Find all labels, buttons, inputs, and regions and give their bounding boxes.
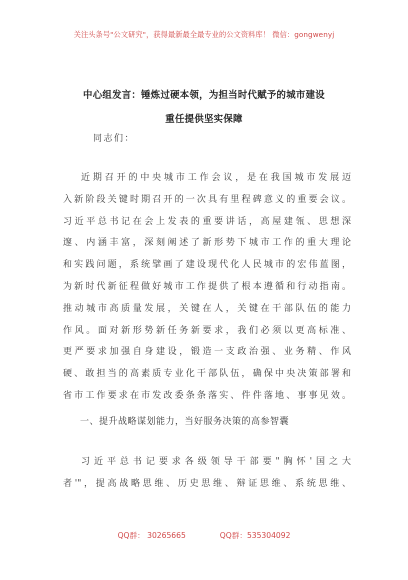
text-line: 更严要求加强自身建设，锻造一支政治强、业务精、作风 xyxy=(63,347,351,358)
text-line: 邃、内涵丰富，深刻阐述了新形势下城市工作的重大理论 xyxy=(63,238,351,249)
title-line-1: 中心组发言：锤炼过硬本领，为担当时代赋予的城市建设 xyxy=(83,90,325,101)
text-line: 近期召开的中央城市工作会议，是在我国城市发展迈 xyxy=(81,173,351,183)
paragraph-1 xyxy=(63,168,351,408)
text-line: 硬、敢担当的高素质专业化干部队伍，确保中央决策部署和 xyxy=(63,369,351,380)
document-title xyxy=(58,84,350,132)
text-line: 为新时代新征程做好城市工作提供了根本遵循和行动指南。 xyxy=(63,281,351,292)
paragraph-2 xyxy=(63,452,351,496)
header-banner: 关注头条号"公文研究"，获得最新最全最专业的公文资料库！ 微信：gongwenyj xyxy=(73,30,335,39)
footer-contacts xyxy=(0,530,408,541)
text-line: 入新阶段关键时期召开的一次具有里程碑意义的重要会议。 xyxy=(63,194,351,205)
text-line: 省市工作要求在市发改委条条落实、件件落地、事事见效。 xyxy=(63,390,351,401)
qq-group-2: QQ群：535304092 xyxy=(219,531,291,540)
salutation: 同志们： xyxy=(93,134,136,144)
text-line: 推动城市高质量发展，关键在人，关键在干部队伍的能力 xyxy=(63,303,351,314)
title-line-2: 重任提供坚实保障 xyxy=(165,114,243,125)
text-line: 者'"，提高战略思维、历史思维、辩证思维、系统思维、 xyxy=(63,478,351,489)
section-heading-1: 一、提升战略谋划能力，当好服务决策的高参智囊 xyxy=(80,417,290,427)
text-line: 作风。面对新形势新任务新要求，我们必须以更高标准、 xyxy=(63,325,351,336)
text-line: 习近平总书记在会上发表的重要讲话，高屋建瓴、思想深 xyxy=(63,216,351,227)
text-line: 习近平总书记要求各级领导干部要"胸怀'国之大 xyxy=(81,457,351,467)
text-line: 和实践问题，系统擘画了建设现代化人民城市的宏伟蓝图， xyxy=(63,260,351,271)
qq-group-1: QQ群： 30265665 xyxy=(117,531,186,540)
